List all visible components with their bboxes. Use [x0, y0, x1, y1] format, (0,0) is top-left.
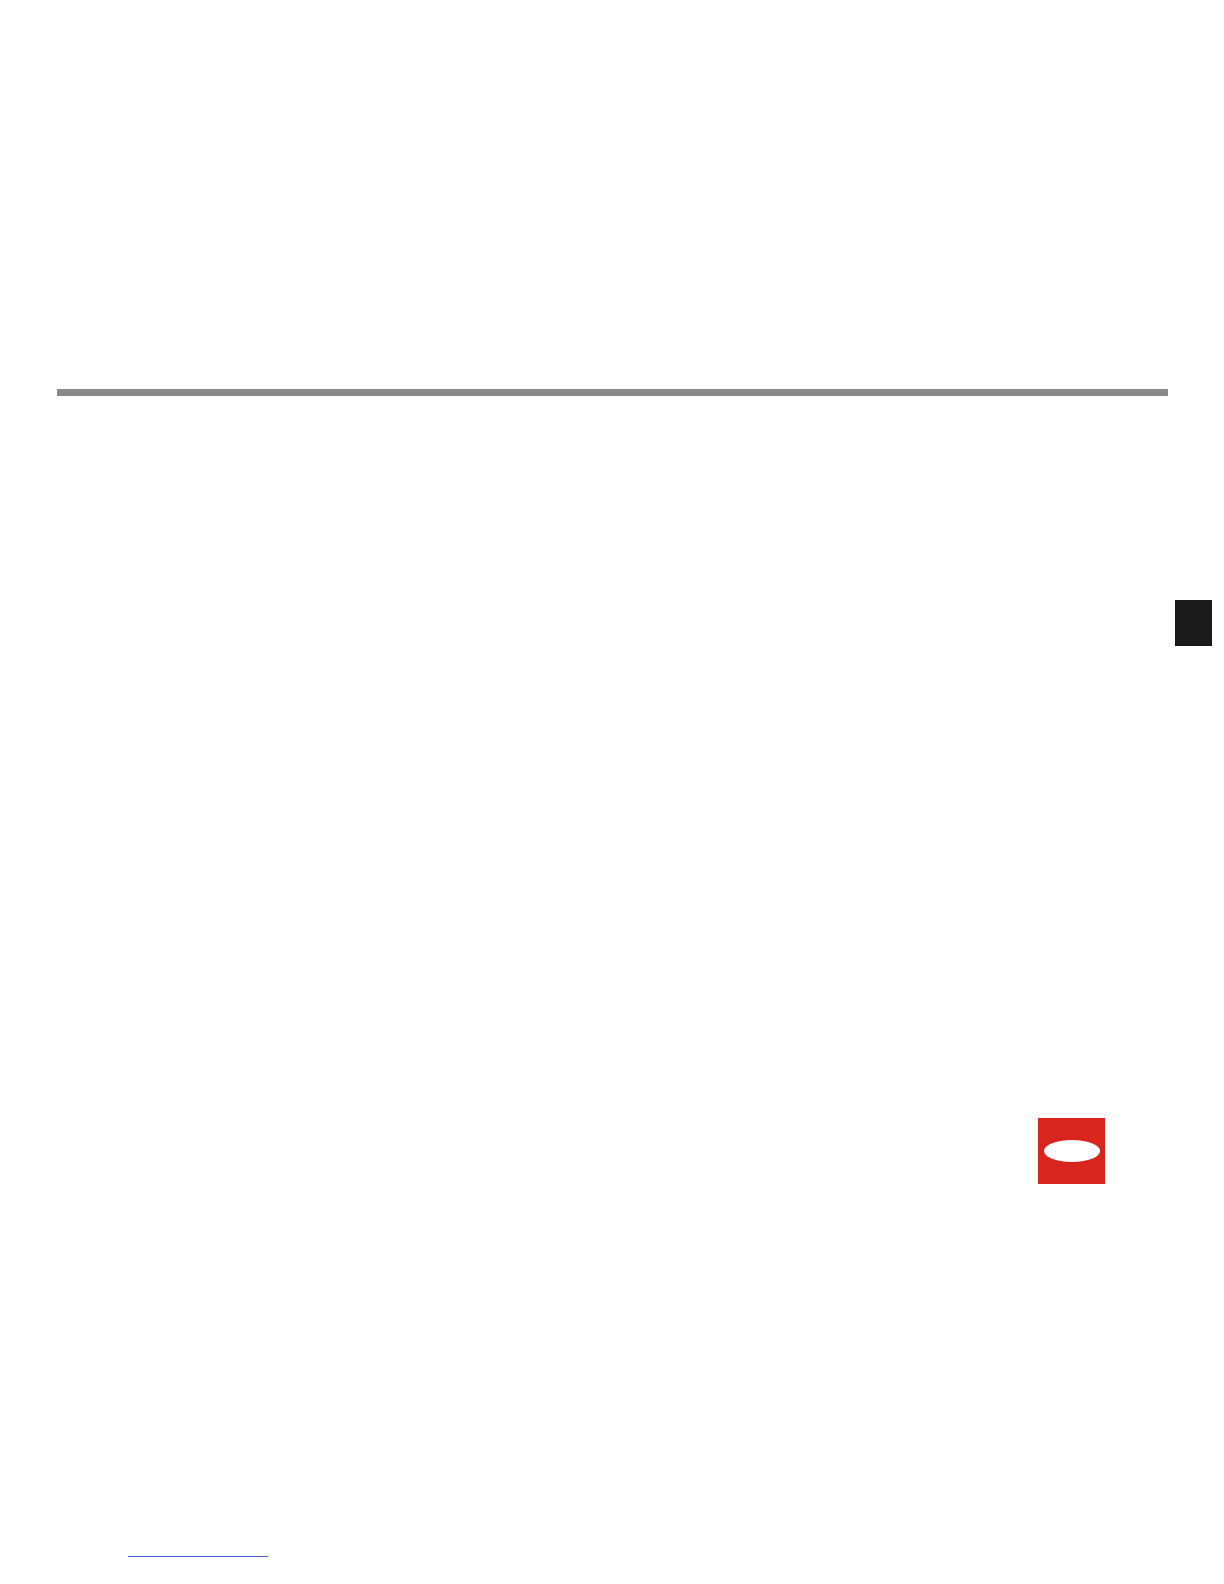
- brand-logo: [1038, 1118, 1105, 1184]
- brand-logo-text: [1044, 1140, 1100, 1162]
- footer-link[interactable]: [128, 1556, 268, 1557]
